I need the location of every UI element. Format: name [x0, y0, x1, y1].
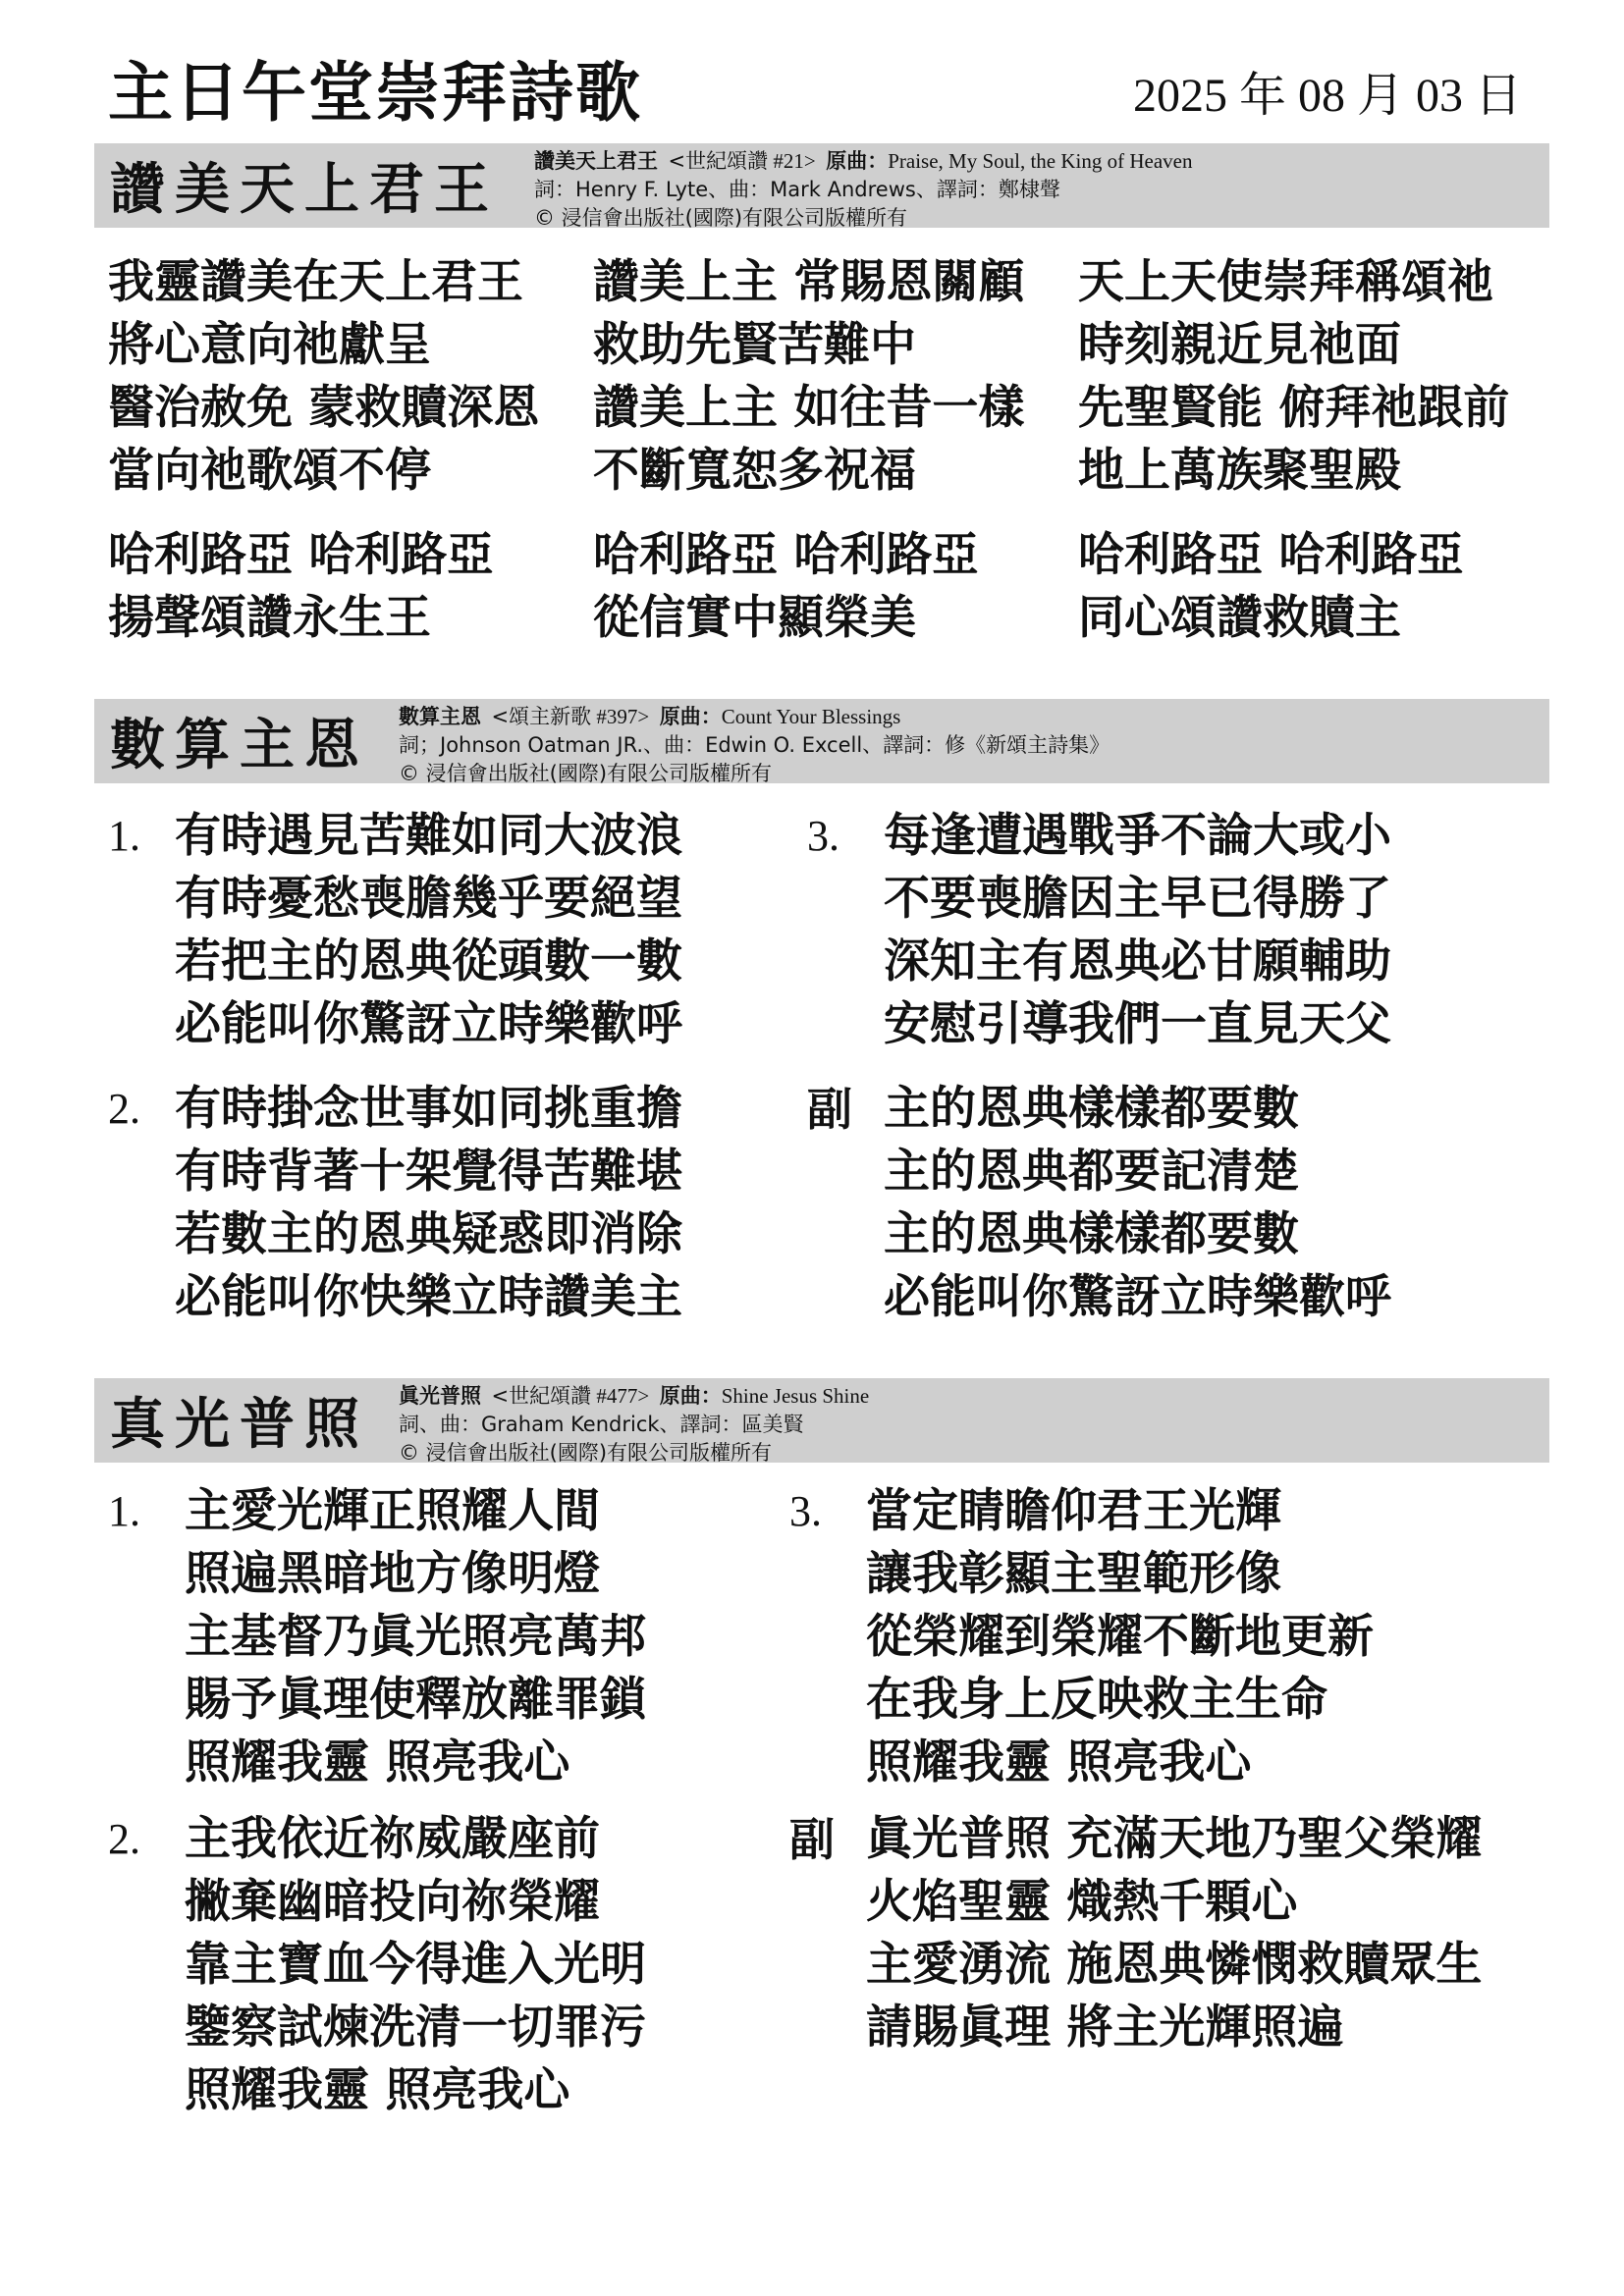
- lyric-line: 主愛湧流 施恩典憐憫救贖眾生: [866, 1938, 1483, 1992]
- lyric-line: 靠主寶血今得進入光明: [185, 1938, 646, 1992]
- lyric-line: 揚聲頌讚永生王: [108, 591, 431, 645]
- stanza-lines: [175, 1078, 682, 1329]
- song-3-credits: [399, 1382, 869, 1468]
- lyric-line: 在我身上反映救主生命: [866, 1673, 1327, 1727]
- lyric-line: 照遍黑暗地方像明燈: [185, 1547, 600, 1601]
- stanza-number: 3.: [789, 1487, 822, 1535]
- credit-book: <世紀頌讚: [491, 1384, 592, 1408]
- lyric-line: 救助先賢苦難中: [593, 318, 916, 372]
- song-1-title: 讚美天上君王: [110, 158, 499, 222]
- stanza-lines: [185, 1808, 646, 2122]
- refrain-label: 副: [807, 1083, 852, 1136]
- credit-orig-label: 原曲：: [659, 1384, 722, 1408]
- credit-authors: 詞；Johnson Oatman JR.、曲：Edwin O. Excell、譯詞：修《新頌主詩集》: [399, 733, 1110, 757]
- stanza-lines: [185, 1480, 646, 1794]
- credit-song-title: 眞光普照: [399, 1384, 481, 1408]
- stanza-number: 1.: [108, 812, 140, 860]
- lyric-line: 主的恩典都要記清楚: [884, 1145, 1299, 1199]
- lyric-line: 每逢遭遇戰爭不論大或小: [884, 809, 1391, 863]
- lyric-line: 當定睛瞻仰君王光輝: [866, 1484, 1281, 1538]
- stanza-lines: [884, 805, 1391, 1056]
- stanza-lines: [866, 1480, 1374, 1794]
- lyric-line: 有時掛念世事如同挑重擔: [175, 1082, 682, 1136]
- lyric-line: 主的恩典樣樣都要數: [884, 1207, 1299, 1261]
- credit-orig-title: Praise, My Soul, the King of Heaven: [888, 149, 1193, 173]
- lyric-line: 哈利路亞 哈利路亞: [108, 528, 494, 582]
- lyric-line: 主愛光輝正照耀人間: [185, 1484, 600, 1538]
- credit-copyright: © 浸信會出版社(國際)有限公司版權所有: [534, 206, 908, 230]
- credit-number: #477>: [596, 1384, 650, 1408]
- refrain-label: 副: [789, 1813, 835, 1866]
- lyric-line: 撇棄幽暗投向祢榮耀: [185, 1875, 600, 1929]
- song-1-refrain-2: [593, 524, 978, 650]
- lyric-line: 讚美上主 常賜恩關顧: [593, 255, 1025, 309]
- lyric-line: 必能叫你驚訝立時樂歡呼: [884, 1270, 1391, 1324]
- stanza-lines: [175, 805, 682, 1056]
- lyric-line: 從榮耀到榮耀不斷地更新: [866, 1610, 1374, 1664]
- lyric-line: 有時遇見苦難如同大波浪: [175, 809, 682, 863]
- song-3-header: [94, 1378, 1549, 1463]
- lyric-line: 讓我彰顯主聖範形像: [866, 1547, 1281, 1601]
- credit-authors: 詞、曲：Graham Kendrick、譯詞：區美賢: [399, 1413, 804, 1436]
- lyric-line: 鑒察試煉洗清一切罪污: [185, 2001, 646, 2055]
- lyric-line: 若把主的恩典從頭數一數: [175, 934, 682, 988]
- credit-song-title: 數算主恩: [399, 705, 481, 728]
- stanza-number: 3.: [807, 812, 839, 860]
- song-1-refrain-1: [108, 524, 493, 650]
- credit-authors: 詞：Henry F. Lyte、曲：Mark Andrews、譯詞：鄭棣聲: [534, 178, 1060, 201]
- lyric-line: 若數主的恩典疑惑即消除: [175, 1207, 682, 1261]
- song-2-title: 數算主恩: [110, 714, 369, 777]
- song-1-column-1: [108, 251, 539, 503]
- lyric-line: 有時憂愁喪膽幾乎要絕望: [175, 872, 682, 926]
- lyric-line: 哈利路亞 哈利路亞: [1078, 528, 1464, 582]
- credit-orig-title: Shine Jesus Shine: [721, 1384, 870, 1408]
- lyric-line: 時刻親近見祂面: [1078, 318, 1401, 372]
- credit-number: #397>: [596, 705, 650, 728]
- page-title: 主日午堂崇拜詩歌: [108, 55, 642, 131]
- lyric-line: 地上萬族聚聖殿: [1078, 444, 1401, 498]
- lyric-line: 安慰引導我們一直見天父: [884, 997, 1391, 1051]
- credit-orig-label: 原曲：: [659, 705, 722, 728]
- lyric-line: 同心頌讚救贖主: [1078, 591, 1401, 645]
- lyric-line: 將心意向祂獻呈: [108, 318, 431, 372]
- lyric-line: 火焰聖靈 熾熱千顆心: [866, 1875, 1298, 1929]
- song-3-title: 真光普照: [110, 1393, 369, 1457]
- song-1-credits: [534, 147, 1193, 233]
- lyric-line: 必能叫你快樂立時讚美主: [175, 1270, 682, 1324]
- lyric-line: 主基督乃眞光照亮萬邦: [185, 1610, 646, 1664]
- lyric-line: 必能叫你驚訝立時樂歡呼: [175, 997, 682, 1051]
- credit-orig-title: Count Your Blessings: [721, 705, 901, 728]
- credit-book: <頌主新歌: [491, 705, 592, 728]
- lyric-line: 讚美上主 如往昔一樣: [593, 381, 1025, 435]
- lyric-line: 有時背著十架覺得苦難堪: [175, 1145, 682, 1199]
- stanza-number: 2.: [108, 1085, 140, 1133]
- stanza-number: 1.: [108, 1487, 140, 1535]
- song-2-credits: [399, 703, 1110, 788]
- lyric-line: 哈利路亞 哈利路亞: [593, 528, 979, 582]
- song-1-column-2: [593, 251, 1024, 503]
- lyric-line: 醫治赦免 蒙救贖深恩: [108, 381, 540, 435]
- lyric-line: 深知主有恩典必甘願輔助: [884, 934, 1391, 988]
- service-date: 2025 年 08 月 03 日: [1132, 70, 1522, 122]
- credit-orig-label: 原曲：: [826, 149, 889, 173]
- lyric-line: 不斷寬恕多祝福: [593, 444, 916, 498]
- lyric-line: 先聖賢能 俯拜祂跟前: [1078, 381, 1510, 435]
- lyric-line: 眞光普照 充滿天地乃聖父榮耀: [866, 1812, 1483, 1866]
- song-1-header: [94, 143, 1549, 228]
- song-1-refrain-3: [1078, 524, 1463, 650]
- lyric-line: 從信實中顯榮美: [593, 591, 916, 645]
- credit-book: <世紀頌讚: [668, 149, 769, 173]
- stanza-number: 2.: [108, 1815, 140, 1863]
- lyric-line: 天上天使崇拜稱頌祂: [1078, 255, 1493, 309]
- credit-copyright: © 浸信會出版社(國際)有限公司版權所有: [399, 762, 773, 785]
- lyric-line: 主的恩典樣樣都要數: [884, 1082, 1299, 1136]
- credit-copyright: © 浸信會出版社(國際)有限公司版權所有: [399, 1441, 773, 1465]
- lyric-line: 不要喪膽因主早已得勝了: [884, 872, 1391, 926]
- lyric-line: 照耀我靈 照亮我心: [866, 1735, 1252, 1789]
- lyric-line: 當向祂歌頌不停: [108, 444, 431, 498]
- credit-song-title: 讚美天上君王: [534, 149, 658, 173]
- song-1-column-3: [1078, 251, 1509, 503]
- lyric-line: 照耀我靈 照亮我心: [185, 2063, 570, 2117]
- lyric-line: 照耀我靈 照亮我心: [185, 1735, 570, 1789]
- lyric-line: 主我依近祢威嚴座前: [185, 1812, 600, 1866]
- stanza-lines: [866, 1808, 1482, 2059]
- credit-number: #21>: [773, 149, 816, 173]
- stanza-lines: [884, 1078, 1391, 1329]
- lyric-line: 賜予眞理使釋放離罪鎖: [185, 1673, 646, 1727]
- song-2-header: [94, 699, 1549, 783]
- lyric-line: 請賜眞理 將主光輝照遍: [866, 2001, 1344, 2055]
- lyric-line: 我靈讚美在天上君王: [108, 255, 523, 309]
